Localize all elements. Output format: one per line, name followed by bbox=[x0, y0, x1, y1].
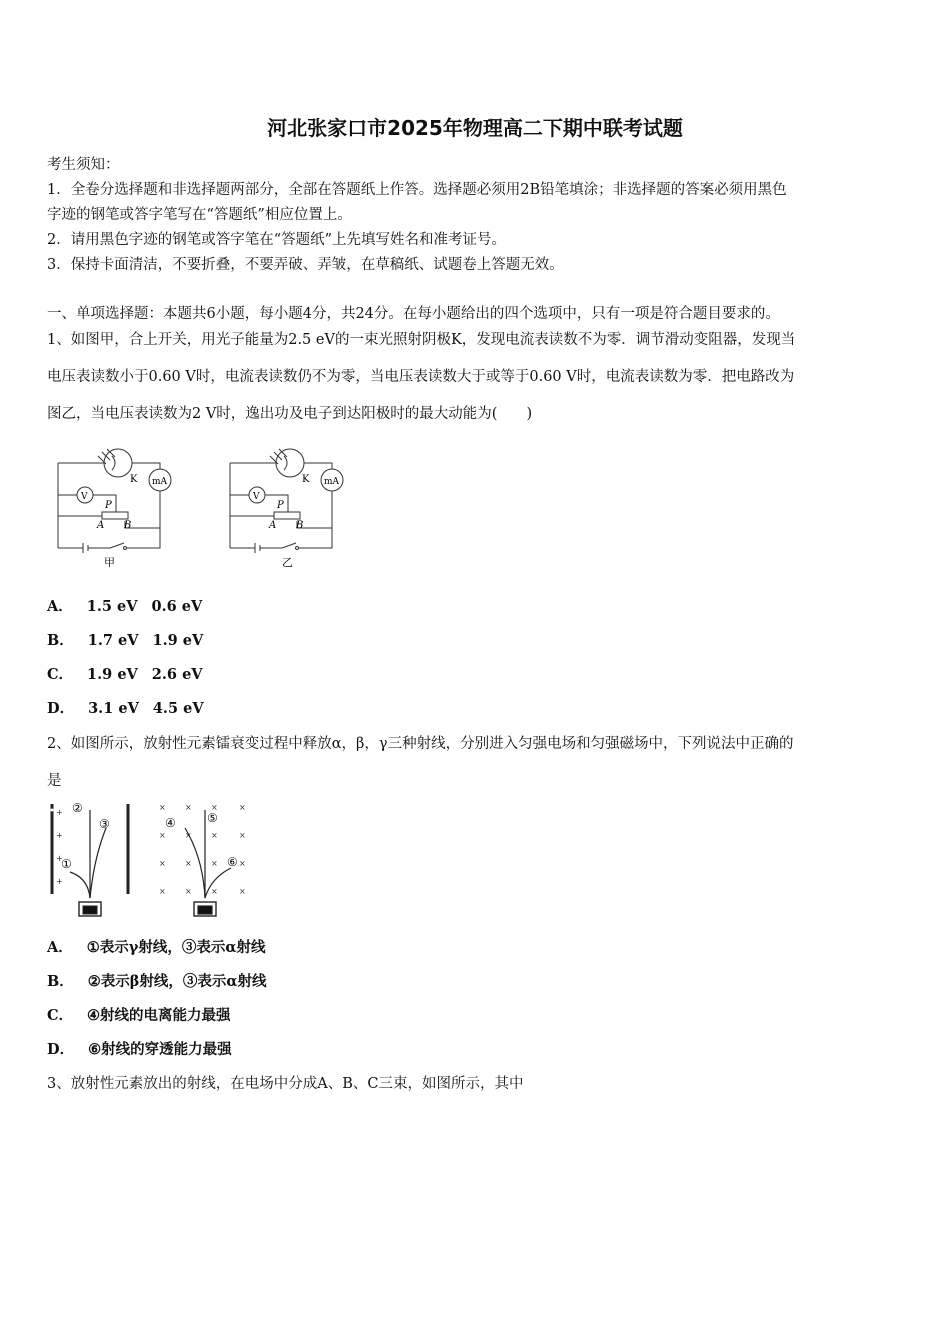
label-a: A bbox=[97, 520, 105, 531]
svg-text:×: × bbox=[239, 803, 246, 812]
label-k: K bbox=[302, 474, 310, 485]
q3-stem: 3、放射性元素放出的射线，在电场中分成A、B、C三束，如图所示，其中 bbox=[47, 1076, 524, 1092]
label-ma: mA bbox=[152, 477, 168, 487]
notice-item: 1．全卷分选择题和非选择题两部分，全部在答题纸上作答。选择题必须用2B铅笔填涂；非选择题的答案必须用黑色 bbox=[47, 182, 787, 198]
q1-stem: 电压表读数小于0.60 V时，电流表读数仍不为零，当电压表读数大于或等于0.60 V时，电流表读数为零．把电路改为 bbox=[47, 369, 795, 385]
svg-text:×: × bbox=[211, 887, 218, 896]
label-b: B bbox=[296, 520, 304, 531]
label-ray-5: ⑤ bbox=[207, 811, 218, 825]
label-b: B bbox=[124, 520, 132, 531]
label-ray-4: ④ bbox=[165, 816, 176, 830]
page-title: 河北张家口市2025年物理高二下期中联考试题 bbox=[267, 116, 683, 140]
svg-text:+: + bbox=[56, 808, 63, 817]
circuit-figure-jia bbox=[50, 440, 190, 575]
q1-option-b[interactable]: B． 1.7 eV 1.9 eV bbox=[47, 632, 204, 649]
label-p: P bbox=[105, 500, 112, 511]
label-ray-6: ⑥ bbox=[227, 855, 238, 869]
svg-text:+: + bbox=[56, 831, 63, 840]
svg-text:×: × bbox=[159, 803, 166, 812]
q2-option-d[interactable]: D． ⑥射线的穿透能力最强 bbox=[47, 1041, 232, 1058]
svg-text:×: × bbox=[185, 859, 192, 868]
svg-text:×: × bbox=[159, 831, 166, 840]
notice-item: 2．请用黑色字迹的钢笔或答字笔在“答题纸”上先填写姓名和准考证号。 bbox=[47, 232, 507, 248]
figure-caption-yi: 乙 bbox=[282, 556, 293, 569]
q1-stem: 1、如图甲，合上开关，用光子能量为2.5 eV的一束光照射阴极K，发现电流表读数不为零．调节滑动变阻器，发现当 bbox=[47, 332, 796, 348]
svg-text:×: × bbox=[211, 859, 218, 868]
label-ma: mA bbox=[324, 477, 340, 487]
svg-text:+: + bbox=[56, 877, 63, 886]
q1-option-a[interactable]: A． 1.5 eV 0.6 eV bbox=[47, 598, 203, 615]
section-header: 一、单项选择题：本题共6小题，每小题4分，共24分。在每小题给出的四个选项中，只有一项是符合题目要求的。 bbox=[47, 306, 780, 322]
q2-option-a[interactable]: A． ①表示γ射线，③表示α射线 bbox=[47, 939, 266, 956]
label-v: V bbox=[253, 492, 260, 502]
svg-text:×: × bbox=[239, 887, 246, 896]
q2-stem: 2、如图所示，放射性元素镭衰变过程中释放α，β，γ三种射线，分别进入匀强电场和匀强磁场中，下列说法中正确的 bbox=[47, 736, 794, 752]
q2-stem: 是 bbox=[47, 773, 62, 789]
q1-stem: 图乙，当电压表读数为2 V时，逸出功及电子到达阳极时的最大动能为( ) bbox=[47, 406, 533, 422]
label-a: A bbox=[269, 520, 277, 531]
q1-option-d[interactable]: D． 3.1 eV 4.5 eV bbox=[47, 700, 204, 717]
svg-text:×: × bbox=[185, 803, 192, 812]
q2-option-c[interactable]: C． ④射线的电离能力最强 bbox=[47, 1007, 231, 1024]
label-ray-3: ③ bbox=[99, 817, 110, 831]
svg-text:×: × bbox=[239, 859, 246, 868]
q1-option-c[interactable]: C． 1.9 eV 2.6 eV bbox=[47, 666, 203, 683]
label-ray-1: ① bbox=[61, 857, 72, 871]
notice-item: 3．保持卡面清洁，不要折叠，不要弄破、弄皱，在草稿纸、试题卷上答题无效。 bbox=[47, 257, 564, 273]
svg-text:×: × bbox=[211, 803, 218, 812]
label-k: K bbox=[130, 474, 138, 485]
svg-text:×: × bbox=[185, 831, 192, 840]
label-p: P bbox=[277, 500, 284, 511]
label-ray-2: ② bbox=[72, 801, 83, 815]
svg-text:×: × bbox=[185, 887, 192, 896]
svg-text:+: + bbox=[56, 854, 63, 863]
svg-text:×: × bbox=[239, 831, 246, 840]
svg-text:×: × bbox=[159, 887, 166, 896]
circuit-figure-yi bbox=[222, 440, 362, 575]
figure-caption-jia: 甲 bbox=[104, 556, 115, 569]
radiation-electric-field-figure bbox=[44, 798, 139, 920]
label-v: V bbox=[81, 492, 88, 502]
q2-option-b[interactable]: B． ②表示β射线，③表示α射线 bbox=[47, 973, 267, 990]
notice-item: 字迹的钢笔或答字笔写在“答题纸”相应位置上。 bbox=[47, 207, 352, 223]
notice-heading: 考生须知： bbox=[47, 157, 120, 173]
svg-text:×: × bbox=[211, 831, 218, 840]
svg-text:×: × bbox=[159, 859, 166, 868]
radiation-magnetic-field-figure bbox=[155, 798, 255, 920]
